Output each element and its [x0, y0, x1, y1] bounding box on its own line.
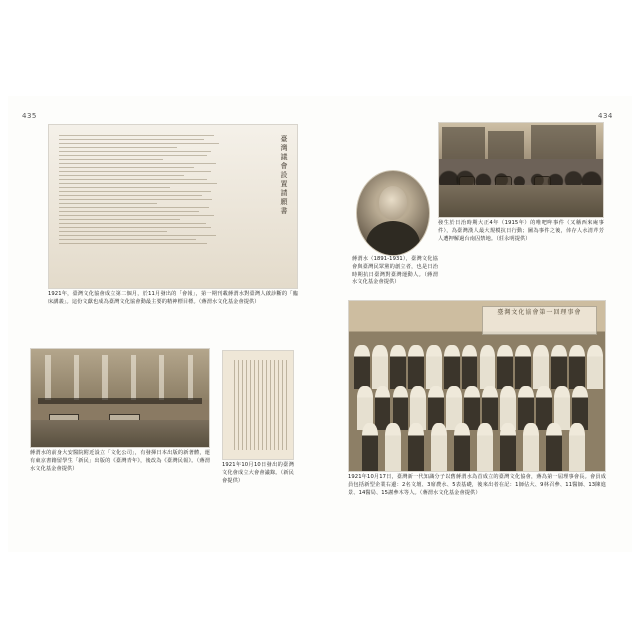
figure-portrait	[352, 170, 438, 287]
photo-row-back	[349, 345, 605, 389]
figure-caption: 蔣渭水（1891-1931），臺灣文化協會與臺灣民眾黨的創立者，也是日治時期抗日臺灣對臺灣運動人。（蔣渭水文化基金會提供）	[352, 256, 438, 286]
street-market-photo	[438, 122, 604, 218]
page-number-right: 434	[598, 112, 613, 120]
figure-association-rules	[222, 350, 294, 485]
figure-petition-document	[48, 124, 298, 307]
figure-caption: 發生於日治時期大正4年（1915年）的唯吧哖事件（又稱西來庵事件），為臺灣漢人最大規模抗日行動；圖為事件之後，倖存人水清芹芳人遭押解過台南囚禁地。（莊永明提供）	[438, 220, 604, 242]
photo-row-front	[349, 423, 605, 471]
figure-caption: 蔣渭水的前身大安醫院附近設立「文化公司」，有發揮日本出版的新著體，運有東京書籍留學生「新民」出版的《臺灣青年》，後改為《臺灣民報》。（蔣渭水文化基金會提供）	[30, 450, 210, 472]
page-number-left: 435	[22, 112, 37, 120]
banner-text: 臺灣文化協會第一回理事會	[497, 309, 582, 317]
first-congress-group-photo	[348, 300, 606, 472]
figure-caption: 1921年10月17日，臺灣新一代知識分子以舊蔣渭水為首成立的臺灣文化協會，蔣為第一屆理事會長。會員成員包括新型企業右邊：2名文壇、3席農水、5表基礎，後來出者在記：1師佔大、9林召參、11醫師、13陳進景、14醫局、15謝參木等人。（蔣渭水文化基金會提供）	[348, 474, 606, 496]
dadaocheng-shopfront-photo	[30, 348, 210, 448]
figure-street-market	[438, 122, 604, 243]
petition-document-scan	[48, 124, 298, 289]
photo-banner	[482, 306, 597, 335]
document-overlay-title: 臺灣議會設置請願書	[280, 135, 288, 216]
taiwan-cultural-association-rules-document	[222, 350, 294, 460]
portrait-frame	[352, 170, 432, 254]
figure-group-photo	[348, 300, 606, 497]
figure-shopfront	[30, 348, 210, 473]
chiang-wei-shui-portrait	[356, 170, 430, 256]
figure-caption: 1921年，臺灣文化協會成立第二個月，於11月發出的「會報」，第一期刊載蔣渭水對臺灣人啟診斷的「臨床講義」。這份文獻也成為臺灣文化協會動最主要的精神標目標。（蔣渭水文化基金會提供）	[48, 291, 298, 305]
figure-caption: 1921年10月10日發出的臺灣文化會成立大會會議錄。（新民會提供）	[222, 462, 294, 484]
